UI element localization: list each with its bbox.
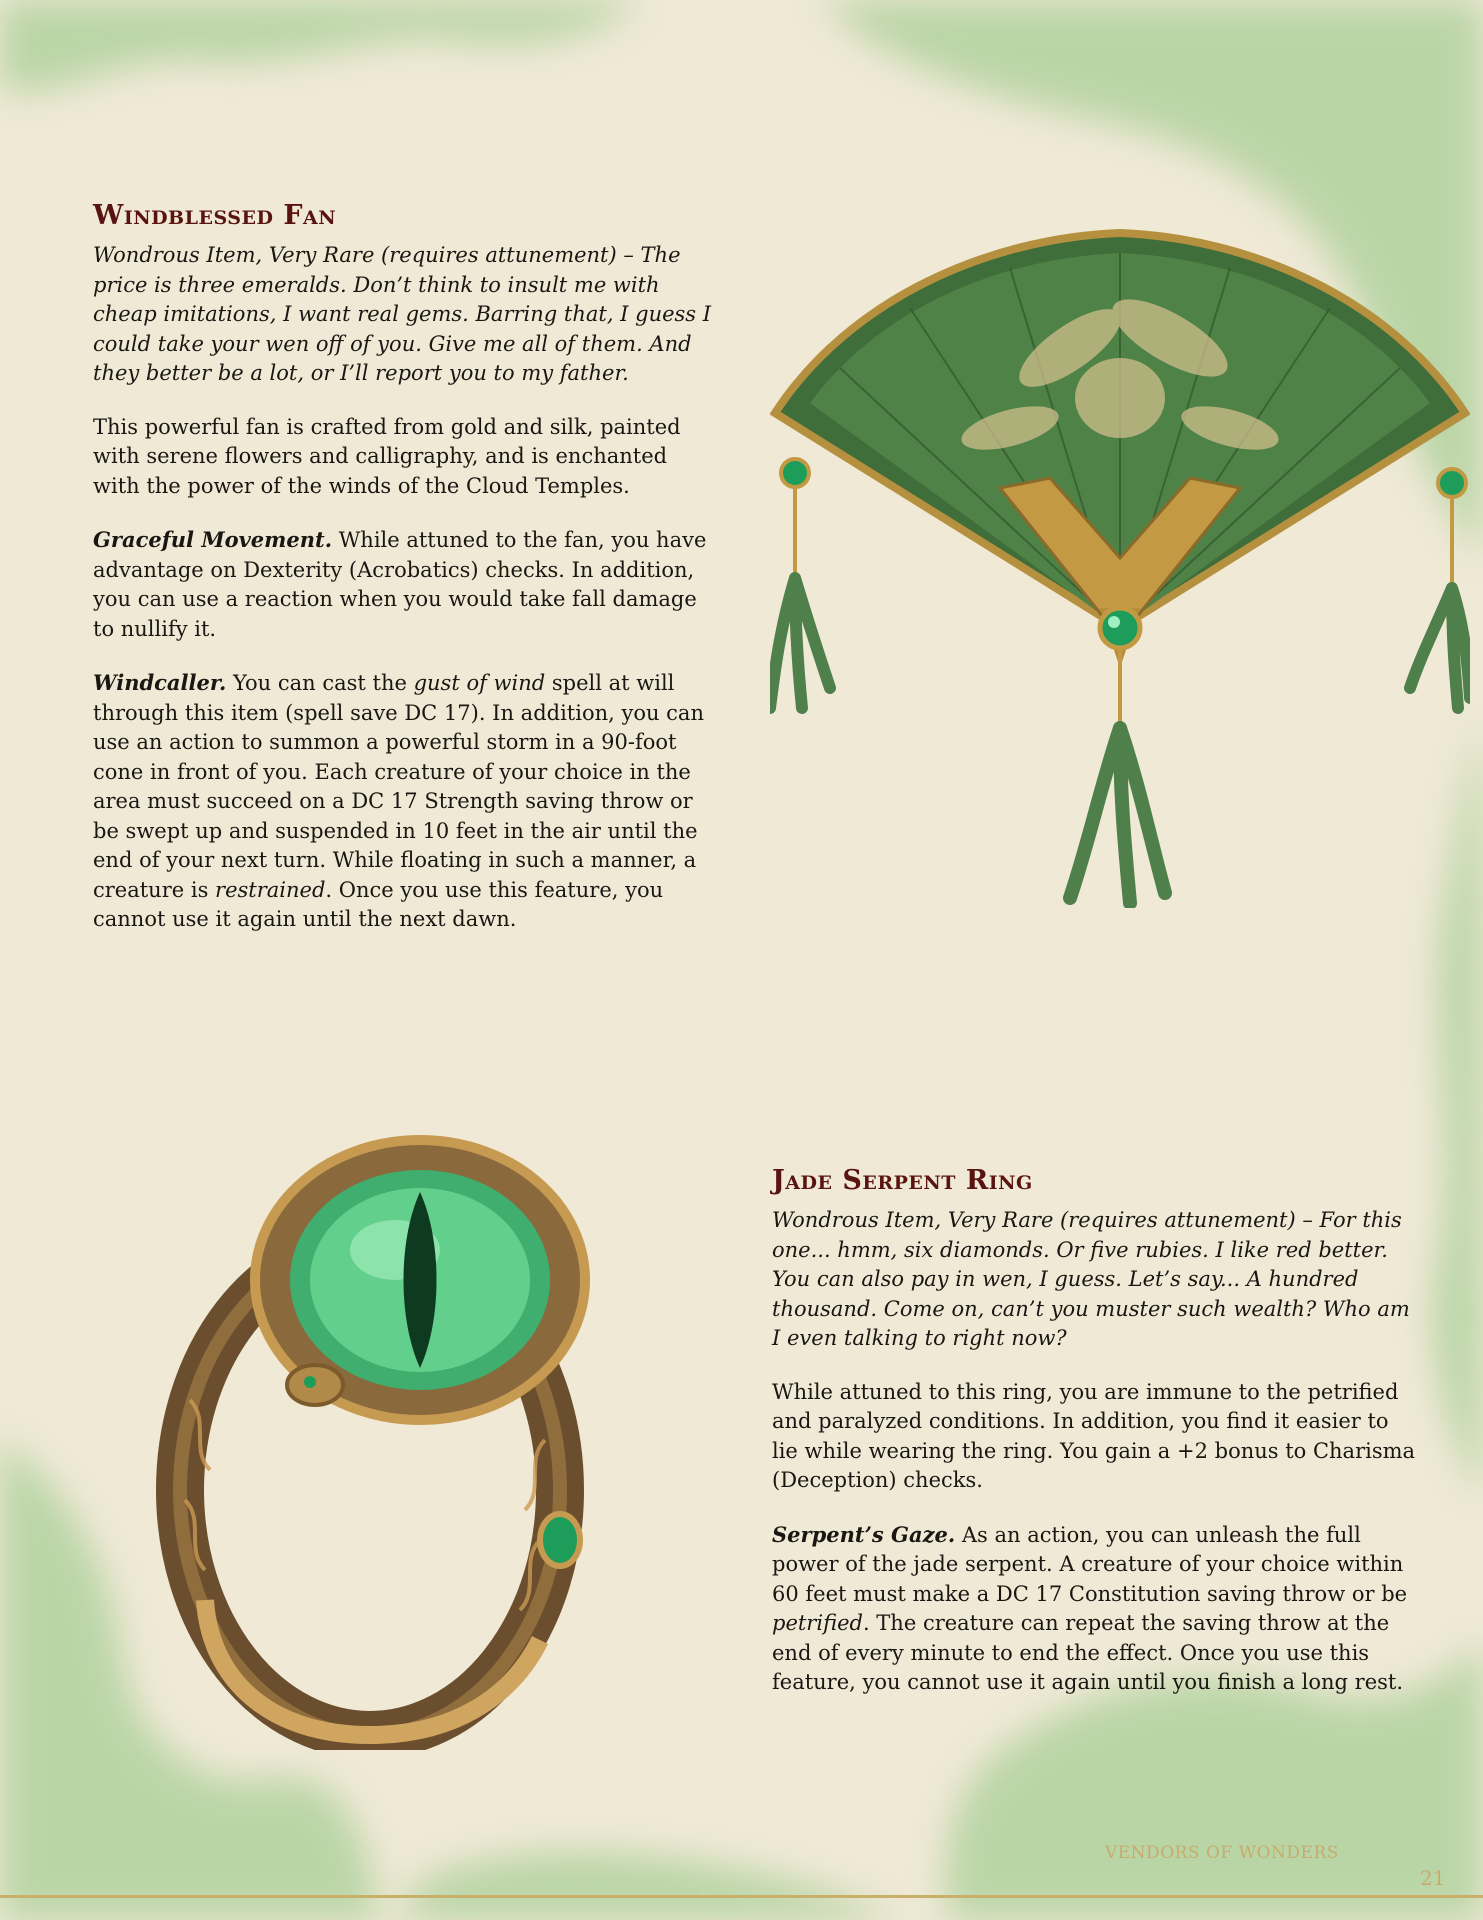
spell-name: gust of wind	[413, 671, 546, 695]
feature-text: . The creature can repeat the saving throw at the end of every minute to end the effect. Once you use this feature, you cannot use it again until you finish a long rest.	[772, 1611, 1404, 1694]
feature-text: While attuned to the fan, you have advantage on Dexterity (Acrobatics) checks. In addition, you can use a reaction when you would take fall damage to nullify it.	[93, 528, 707, 641]
windblessed-fan-title: Windblessed Fan	[93, 200, 337, 231]
condition-name: restrained	[215, 877, 326, 902]
feature-text: You can cast the	[226, 671, 414, 695]
windcaller-feature	[93, 668, 715, 935]
feature-text: . Once you use this feature, you cannot use it again until the next dawn.	[93, 877, 664, 931]
feature-text: As an action, you can unleash the full power of the jade serpent. A creature of your choice within 60 feet must make a DC 17 Constitution saving throw or be	[772, 1522, 1408, 1606]
footer-title: VENDORS OF WONDERS	[1105, 1843, 1339, 1863]
windblessed-fan-illustration	[770, 228, 1470, 908]
jade-serpent-ring-description: While attuned to this ring, you are immune to the petrified and paralyzed conditions. In addition, you find it easier to lie while wearing the ring. You gain a +2 bonus to Charisma (Deception) checks.	[772, 1379, 1416, 1492]
graceful-movement-feature	[93, 525, 715, 644]
condition-name: petrified	[772, 1611, 863, 1635]
feature-name: Graceful Movement.	[93, 527, 333, 552]
jade-serpent-ring-illustration	[150, 1120, 640, 1750]
jade-serpent-ring-subtitle: Wondrous Item, Very Rare (requires attunement) – For this one... hmm, six diamonds. Or five rubies. I like red better. You can also pay in wen, I guess. Let’s say... A hundred thousand. Come on, can’t you muster such wealth? Who am I even talking to right now?	[772, 1208, 1410, 1350]
windblessed-fan-subtitle: Wondrous Item, Very Rare (requires attunement) – The price is three emeralds. Don’t think to insult me with cheap imitations, I want real gems. Barring that, I guess I could take your wen off of you. Give me all of them. And they better be a lot, or I’ll report you to my father.	[93, 243, 712, 385]
windblessed-fan-section	[93, 200, 715, 959]
jade-serpent-ring-title: Jade Serpent Ring	[772, 1165, 1033, 1196]
jade-serpent-ring-section	[772, 1165, 1420, 1722]
page-number: 21	[1420, 1866, 1446, 1890]
footer-divider	[0, 1895, 1483, 1898]
feature-text: spell at will through this item (spell save DC 17). In addition, you can use an action to summon a powerful storm in a 90-foot cone in front of you. Each creature of your choice in the area must succeed on a DC 17 Strength saving throw or be swept up and suspended in 10 feet in the air until the end of your next turn. While floating in such a manner, a creature is	[93, 671, 704, 902]
windblessed-fan-description: This powerful fan is crafted from gold and silk, painted with serene flowers and calligraphy, and is enchanted with the power of the winds of the Cloud Temples.	[93, 414, 681, 498]
feature-name: Windcaller.	[93, 670, 227, 695]
serpents-gaze-feature	[772, 1520, 1420, 1698]
feature-name: Serpent’s Gaze.	[772, 1521, 956, 1547]
